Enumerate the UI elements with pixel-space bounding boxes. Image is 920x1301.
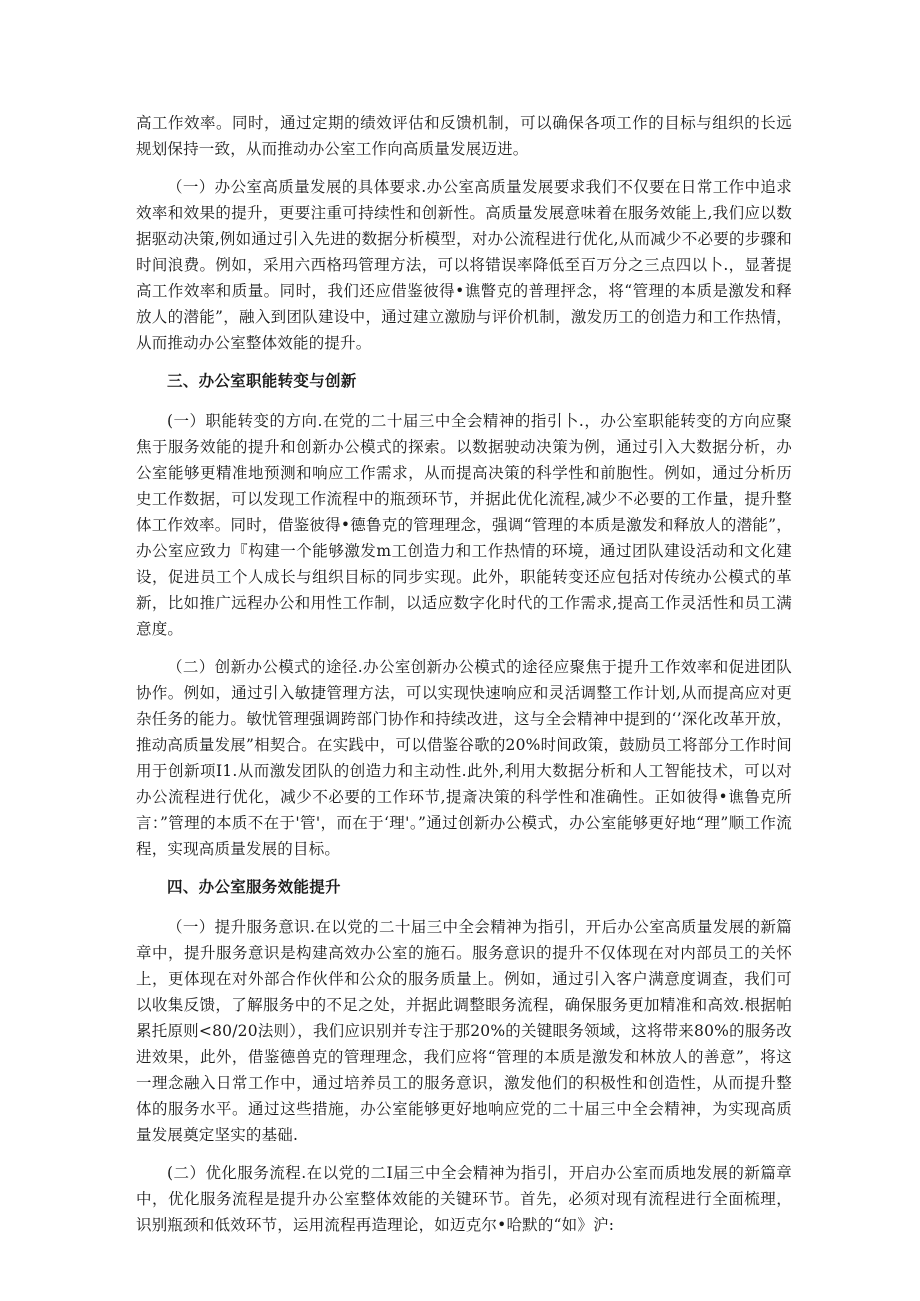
paragraph-quality-requirements: （一）办公室高质量发展的具体要求.办公室高质量发展要求我们不仅要在日常工作中追求效率和效果的提升，更要注重可持续性和创新性。高质量发展意味着在服务效能上,我们应以数据驱动决策,例如通过引入先进的数据分析模型，对办公流程进行优化,从而减少不必要的步骤和时间浪费。例如，采用六西格玛管理方法，可以将错误率降低至百万分之三点四以卜.，显著提高工作效率和质量。同时，我们还应借鉴彼得•谯瞥克的普理抨念，将“管理的本质是激发和释放人的潜能”，融入到团队建设中，通过建立激励与评价机制，激发历工的创造力和工作热情，从而推动办公室整体效能的提升。 — [136, 178, 792, 352]
paragraph-service-process: (二）优化服务流程.在以党的二I届三中全会精神为指引，开启办公室而质地发展的新篇章中，优化服务流程是提升办公室整体效能的关键环节。首先，必须对现有流程进行全面梳理，识别瓶颈和低效环节，运用流程再造理论，如迈克尔•哈默的“如》沪: — [136, 1164, 792, 1234]
section-heading-4: 四、办公室服务效能提升 — [167, 877, 341, 896]
document-page — [136, 110, 792, 1250]
paragraph-function-direction: (一）职能转变的方向.在党的二十届三中全会精神的指引卜.，办公室职能转变的方向应聚焦于服务效能的提升和创新办公模式的探索。以数据驶动决策为例，通过引入大数据分析，办公室能够更精准地预测和响应工作需求，从而提高决策的科学性和前胞性。例如，通过分析历史工作数据，可以发现工作流程中的瓶颈环节，并据此优化流程,减少不必要的工作量，提升整体工作效率。同时，借鉴彼得•德鲁克的管理理念，强调“管理的本质是激发和释放人的潜能”，办公室应致力『构建一个能够激发m工创造力和工作热情的环境，通过团队建设活动和文化建设，促进员工个人成长与组织目标的同步实现。此外，职能转变还应包括对传统办公模式的革新，比如推广远程办公和用性工作制，以适应数字化时代的工作需求,提高工作灵活性和员工满意度。 — [136, 412, 792, 638]
paragraph-innovation-path: （二）创新办公模式的途径.办公室创新办公模式的途径应聚焦于提升工作效率和促进团队协作。例如，通过引入敏捷管理方法，可以实现快速响应和灵活调整工作计划,从而提高应对更杂任务的能力。敏忧管理强调跨部门协作和持续改进，这与全会精神中提到的‘’深化改革开放，推动高质量发展”相契合。在实践中，可以借鉴谷歌的20%时间政策，鼓励员工将部分工作时间用于创新项I1.从而激发团队的创造力和主动性.此外,利用大数据分析和人工智能技术，可以对办公流程进行优化，减少不必要的工作环节,提斎决策的科学性和准确性。正如彼得•谯鲁克所言：”管理的本质不在于'管'，而在于‘理'。”通过创新办公模式，办公室能够更好地“理”顺工作流程，实现高质量发展的目标。 — [136, 658, 792, 858]
paragraph-service-awareness: （一）提升服务意识.在以党的二十届三中全会精神为指引，开后办公室高质量发展的新篇章中，提升服务意识是构建高效办公室的施石。服务意识的提升不仅体现在对内部员工的关怀上，更体现在对外部合作伙伴和公众的服务质量上。例如，通过引入客户满意度调查，我们可以收集反馈，了解服务中的不足之处，并据此调整眼务流程，确保服务更加精准和高效.根据帕累托原则<80/20法则），我们应识别并专注于那20%的关键眼务领域，这将带来80%的服务改进效果，此外，借鉴德兽克的管理理念，我们应将“管理的本质是激发和林放人的善意”，将这一理念融入日常工作中，通过培养员工的服务意识，激发他们的积极性和创造性，从而提升整体的服务水平。通过这些措施，办公室能够更好地响应党的二十届三中全会精神，为实现高质量发展奠定坚实的基础. — [136, 918, 792, 1144]
section-heading-3: 三、办公室职能转变与创新 — [167, 371, 357, 390]
paragraph-intro: 高工作效率。同时，通过定期的绩效评估和反馈机制，可以确保各项工作的目标与组织的长远规划保持一致，从而推动办公室工作向高质量发展迈进。 — [136, 114, 792, 158]
